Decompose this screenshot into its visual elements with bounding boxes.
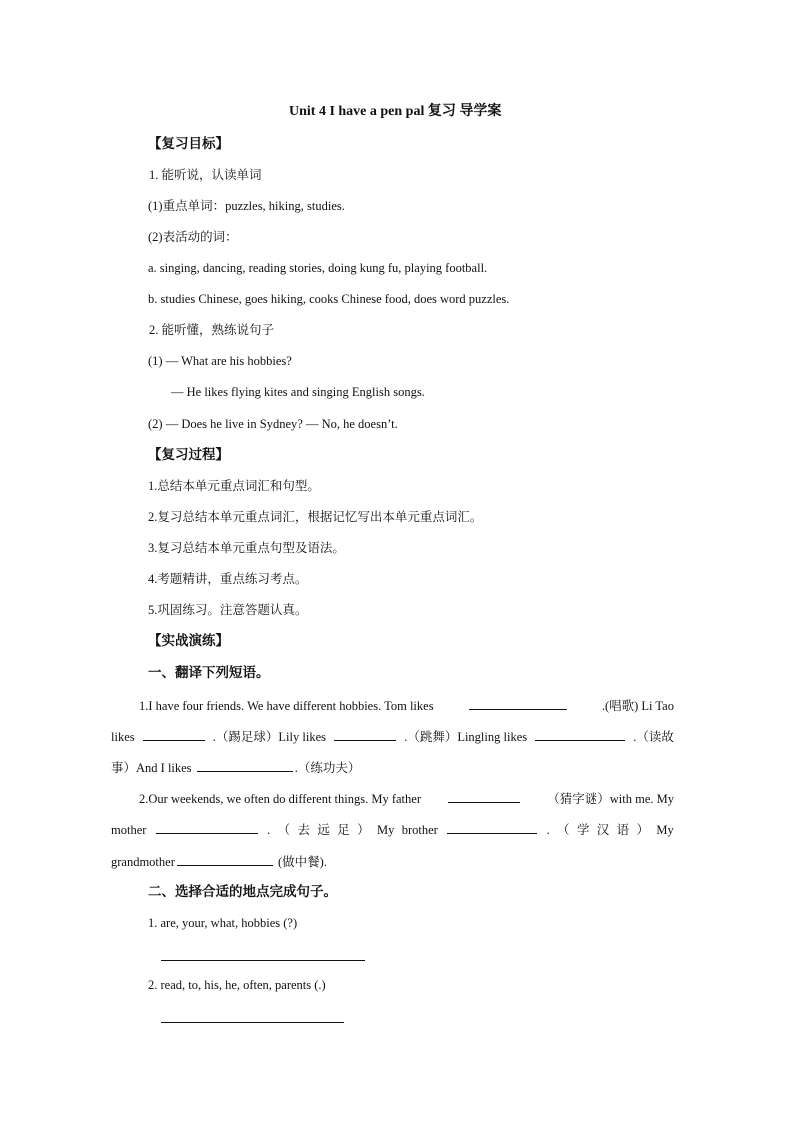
exercise-2-word: My [656, 823, 674, 837]
exercise-2-word: mother [111, 823, 147, 837]
exercise-2-text-end: （猜字谜）with me. My [547, 792, 674, 806]
exercise-2-word: (做中餐). [274, 855, 327, 869]
exercise-2-word: 足 [337, 823, 350, 837]
exercise-2-word: 语 [616, 823, 630, 837]
blank-word-puzzles[interactable] [448, 790, 520, 803]
exercise-2-word: My [377, 823, 395, 837]
section-2-title: 二、选择合适的地点完成句子。 [148, 884, 337, 899]
goal-line-a: a. singing, dancing, reading stories, doing kung fu, playing football. [148, 261, 488, 275]
reorder-question-2: 2. read, to, his, he, often, parents (.) [148, 978, 326, 992]
exercise-1-line-2 [111, 728, 674, 745]
exercise-1-word: .（读故 [633, 730, 674, 744]
blank-football[interactable] [143, 728, 205, 741]
goal-sub-1: (1)重点单词：puzzles, hiking, studies. [148, 199, 345, 213]
blank-hiking[interactable] [156, 821, 258, 834]
page-title: Unit 4 I have a pen pal 复习 导学案 [289, 104, 502, 119]
exercise-2-word: ） [357, 823, 370, 837]
exercise-1-word: .（跳舞）Lingling likes [404, 730, 528, 744]
practice-heading: 【实战演练】 [148, 633, 229, 648]
goal-item-1: 1. 能听说，认读单词 [149, 168, 262, 182]
process-step: 4.考题精讲，重点练习考点。 [148, 572, 308, 586]
exercise-1-word: .（踢足球）Lily likes [212, 730, 326, 744]
goal-question-2: (2) — Does he live in Sydney? — No, he doesn’t. [148, 417, 398, 431]
process-step: 2.复习总结本单元重点词汇，根据记忆写出本单元重点词汇。 [148, 510, 483, 524]
exercise-2-word: （ [277, 823, 291, 837]
exercise-2-text-start: 2.Our weekends, we often do different things. My father [139, 792, 421, 806]
section-1-title: 一、翻译下列短语。 [148, 665, 270, 680]
exercise-1-line-3 [111, 759, 360, 776]
exercise-1-word: 事）And I likes [111, 761, 192, 775]
blank-reading-stories[interactable] [535, 728, 625, 741]
goal-sub-2: (2)表活动的词： [148, 230, 238, 244]
exercise-2-word: （ [557, 823, 570, 837]
answer-line-1[interactable] [161, 960, 365, 961]
blank-chinese[interactable] [447, 821, 537, 834]
process-step: 5.巩固练习。注意答题认真。 [148, 603, 308, 617]
blank-dancing[interactable] [334, 728, 396, 741]
exercise-1-word: .（练功夫） [294, 761, 361, 775]
goal-item-2: 2. 能听懂，熟练说句子 [149, 323, 275, 337]
exercise-2-word: 去 [297, 823, 311, 837]
blank-kung-fu[interactable] [197, 759, 293, 772]
exercise-2-word: 远 [317, 823, 330, 837]
process-step: 1.总结本单元重点词汇和句型。 [148, 479, 320, 493]
goals-heading: 【复习目标】 [148, 136, 229, 151]
exercise-1-text-end: .(唱歌) Li Tao [601, 699, 674, 713]
goal-question-1: (1) — What are his hobbies? [148, 354, 292, 368]
process-step: 3.复习总结本单元重点句型及语法。 [148, 541, 345, 555]
exercise-2-word: . [546, 823, 550, 837]
exercise-2-word: . [267, 823, 271, 837]
exercise-2-word: 汉 [596, 823, 610, 837]
exercise-2-line-2 [111, 821, 674, 838]
blank-chinese-food[interactable] [177, 853, 273, 866]
exercise-2-word: ） [636, 823, 650, 837]
exercise-2-word: grandmother [111, 855, 175, 869]
exercise-1-word: likes [111, 730, 135, 744]
process-heading: 【复习过程】 [148, 447, 229, 462]
exercise-2-line-3 [111, 853, 327, 870]
blank-singing[interactable] [469, 697, 567, 710]
goal-answer-1: — He likes flying kites and singing English songs. [171, 385, 425, 399]
exercise-1-text-start: 1.I have four friends. We have different hobbies. Tom likes [139, 699, 434, 713]
exercise-2-word: 学 [576, 823, 590, 837]
exercise-2-line-1 [139, 790, 674, 807]
reorder-question-1: 1. are, your, what, hobbies (?) [148, 916, 298, 930]
answer-line-2[interactable] [161, 1022, 344, 1023]
exercise-2-word: brother [401, 823, 438, 837]
goal-line-b: b. studies Chinese, goes hiking, cooks Chinese food, does word puzzles. [148, 292, 510, 306]
exercise-1-line-1 [139, 697, 674, 714]
